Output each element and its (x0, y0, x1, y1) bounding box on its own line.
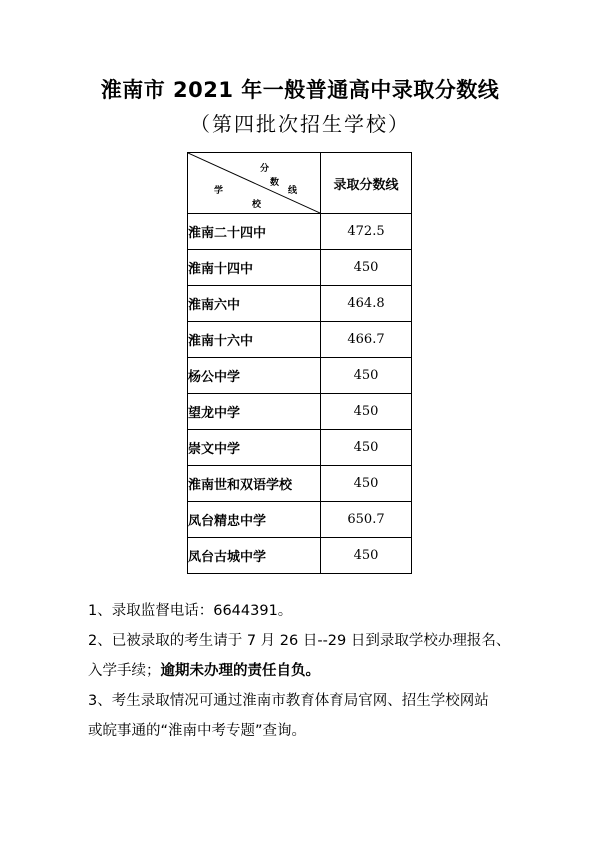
diagonal-header-cell (188, 153, 321, 214)
school-score: 472.5 (321, 214, 412, 250)
table-row (188, 250, 412, 286)
school-name: 淮南世和双语学校 (188, 466, 321, 502)
school-name: 崇文中学 (188, 430, 321, 466)
note-1: 1、录取监督电话：6644391。 (88, 603, 293, 619)
note-2-line-2 (88, 656, 548, 686)
note-3-line-2: 或皖事通的“淮南中考专题”查询。 (88, 723, 307, 739)
school-score: 464.8 (321, 286, 412, 322)
school-name: 杨公中学 (188, 358, 321, 394)
school-score: 466.7 (321, 322, 412, 358)
score-table (187, 152, 412, 574)
school-name: 凤台古城中学 (188, 538, 321, 574)
table-row (188, 358, 412, 394)
page-subtitle: （第四批次招生学校） (190, 112, 410, 136)
school-name: 淮南十六中 (188, 322, 321, 358)
table-row (188, 466, 412, 502)
school-name: 凤台精忠中学 (188, 502, 321, 538)
note-2-line-1: 2、已被录取的考生请于 7 月 26 日--29 日到录取学校办理报名、 (88, 633, 511, 649)
table-row (188, 502, 412, 538)
school-score: 450 (321, 538, 412, 574)
table-row (188, 430, 412, 466)
notes-section (88, 596, 548, 746)
school-score: 450 (321, 430, 412, 466)
page-title: 淮南市 2021 年一般普通高中录取分数线 (100, 78, 500, 102)
school-score: 450 (321, 358, 412, 394)
school-score: 450 (321, 394, 412, 430)
school-name: 淮南二十四中 (188, 214, 321, 250)
diag-char-xian: 线 (288, 186, 298, 196)
table-row (188, 286, 412, 322)
note-2-plain: 入学手续； (88, 663, 161, 679)
diag-char-shu: 数 (270, 178, 280, 188)
diag-char-fen: 分 (260, 164, 270, 174)
table-row (188, 538, 412, 574)
school-score: 650.7 (321, 502, 412, 538)
table-header-row (188, 153, 412, 214)
table-row (188, 394, 412, 430)
table-row (188, 214, 412, 250)
school-name: 淮南十四中 (188, 250, 321, 286)
table-row (188, 322, 412, 358)
score-column-header: 录取分数线 (321, 153, 412, 214)
school-name: 望龙中学 (188, 394, 321, 430)
school-score: 450 (321, 466, 412, 502)
school-name: 淮南六中 (188, 286, 321, 322)
diag-char-xue: 学 (214, 186, 224, 196)
school-score: 450 (321, 250, 412, 286)
diag-char-xiao: 校 (252, 200, 262, 210)
note-2-bold: 逾期未办理的责任自负。 (160, 663, 320, 679)
note-3-line-1: 3、考生录取情况可通过淮南市教育体育局官网、招生学校网站 (88, 693, 489, 709)
